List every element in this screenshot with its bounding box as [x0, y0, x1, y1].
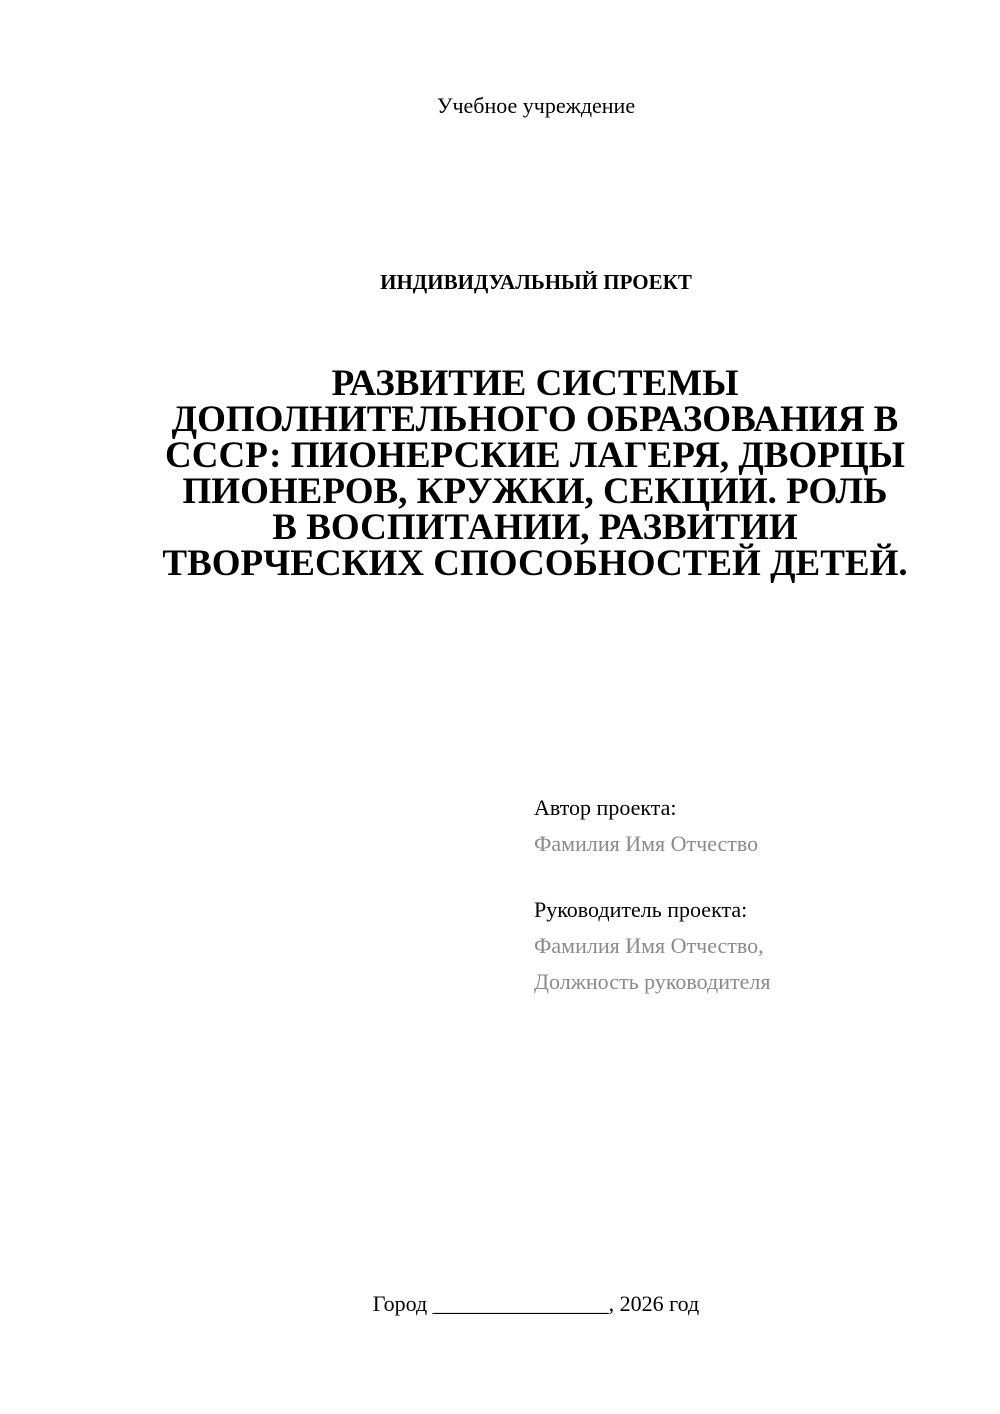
project-title-line: ДОПОЛНИТЕЛЬНОГО ОБРАЗОВАНИЯ В: [171, 399, 899, 440]
author-label: Автор проекта:: [534, 795, 677, 820]
supervisor-label: Руководитель проекта:: [534, 897, 748, 922]
supervisor-name-placeholder: Фамилия Имя Отчество,: [534, 933, 764, 958]
project-title-line: ПИОНЕРОВ, КРУЖКИ, СЕКЦИИ. РОЛЬ: [182, 471, 888, 512]
city-year-footer: Город ________________, 2026 год: [372, 1291, 700, 1316]
project-title-line: В ВОСПИТАНИИ, РАЗВИТИИ: [272, 507, 798, 548]
project-title: [140, 363, 930, 584]
supervisor-position-placeholder: Должность руководителя: [534, 969, 771, 994]
project-title-line: ТВОРЧЕСКИХ СПОСОБНОСТЕЙ ДЕТЕЙ.: [162, 543, 908, 584]
author-name-placeholder: Фамилия Имя Отчество: [534, 831, 759, 856]
project-title-line: РАЗВИТИЕ СИСТЕМЫ: [331, 363, 739, 404]
project-type-heading: ИНДИВИДУАЛЬНЫЙ ПРОЕКТ: [380, 270, 692, 294]
authors-block: [534, 790, 974, 1000]
spacer: [534, 862, 974, 892]
project-title-line: СССР: ПИОНЕРСКИЕ ЛАГЕРЯ, ДВОРЦЫ: [165, 435, 905, 476]
institution-name: Учебное учреждение: [436, 93, 636, 118]
